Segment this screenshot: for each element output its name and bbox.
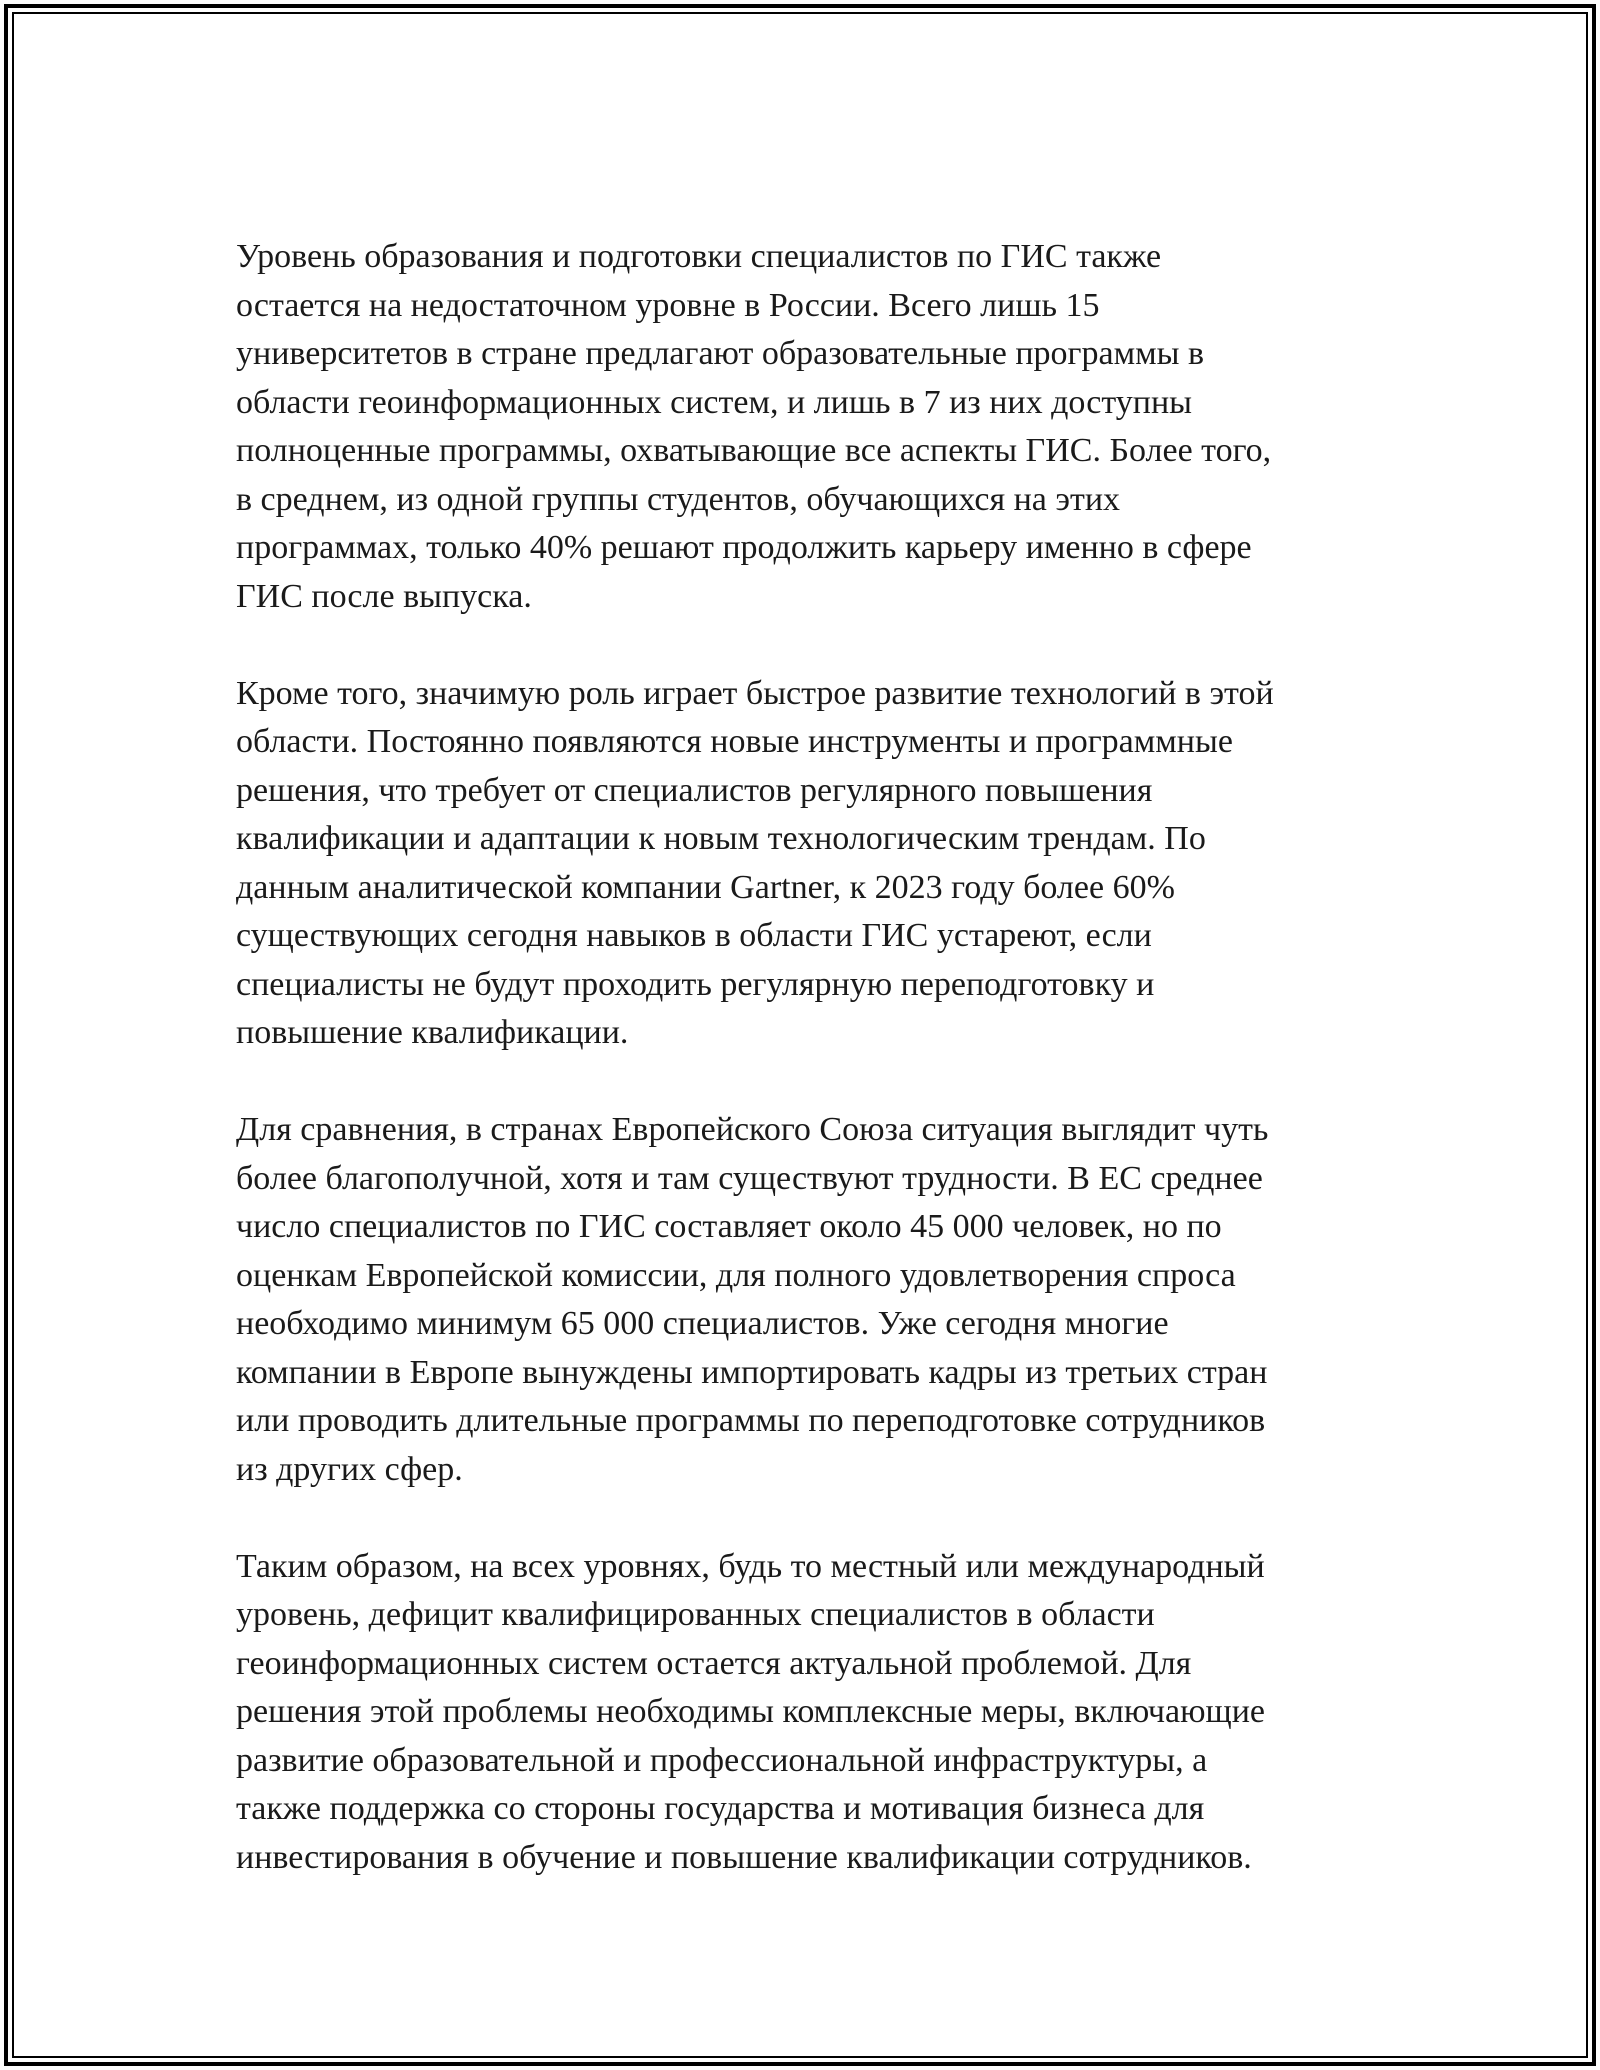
paragraph-conclusion: Таким образом, на всех уровнях, будь то местный или международный уровень, дефицит квалифицированных специалистов в области геоинформационных систем остается актуальной проблемой. Для решения этой проблемы необходимы комплексные меры, включающие развитие образовательной и профессиональной инфраструктуры, а также поддержка со стороны государства и мотивация бизнеса для инвестирования в обучение и повышение квалификации сотрудников. — [236, 1547, 1265, 1876]
paragraph-eu-comparison: Для сравнения, в странах Европейского Союза ситуация выглядит чуть более благополучной, хотя и там существуют трудности. В ЕС среднее число специалистов по ГИС составляет около 45 000 человек, но по оценкам Европейской комиссии, для полного удовлетворения спроса необходимо минимум 65 000 специалистов. Уже сегодня многие компании в Европе вынуждены импортировать кадры из третьих стран или проводить длительные программы по переподготовке сотрудников из других сфер. — [236, 1111, 1269, 1488]
paragraph-technology-development: Кроме того, значимую роль играет быстрое развитие технологий в этой области. Постоянно появляются новые инструменты и программные решения, что требует от специалистов регулярного повышения квалификации и адаптации к новым технологическим трендам. По данным аналитической компании Gartner, к 2023 году более 60% существующих сегодня навыков в области ГИС устареют, если специалисты не будут проходить регулярную переподготовку и повышение квалификации. — [236, 674, 1274, 1051]
paragraph-education-level: Уровень образования и подготовки специалистов по ГИС также остается на недостаточном уровне в России. Всего лишь 15 университетов в стране предлагают образовательные программы в области геоинформационных систем, и лишь в 7 из них доступны полноценные программы, охватывающие все аспекты ГИС. Более того, в среднем, из одной группы студентов, обучающихся на этих программах, только 40% решают продолжить карьеру именно в сфере ГИС после выпуска. — [236, 238, 1272, 615]
document-body — [236, 233, 1371, 1882]
